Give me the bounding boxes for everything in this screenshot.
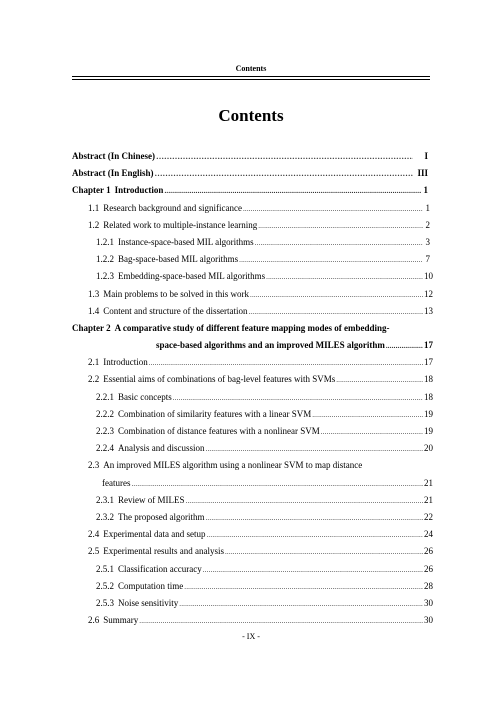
toc-entry-label: Computation time xyxy=(118,580,184,591)
toc-entry-1-3[interactable] xyxy=(72,286,433,303)
leader-dots xyxy=(250,287,423,304)
toc-entry-abstract-chinese[interactable] xyxy=(72,148,430,165)
toc-entry-label: Noise sensitivity xyxy=(118,597,179,608)
toc-page-number: 30 xyxy=(424,615,433,626)
leader-dots xyxy=(186,493,424,510)
toc-entry-2-4[interactable] xyxy=(72,526,433,543)
toc-entry-label: features xyxy=(102,477,131,488)
toc-page-number: 10 xyxy=(424,271,433,282)
toc-page-number: 13 xyxy=(424,305,433,316)
toc-entry-1-2-3[interactable] xyxy=(72,268,433,285)
toc-entry-label: Introduction xyxy=(103,357,148,368)
toc-entry-2-2-3[interactable] xyxy=(72,423,433,440)
toc-entry-chapter-2-line1[interactable] xyxy=(72,320,430,337)
leader-dots xyxy=(386,338,423,355)
toc-entry-label: Summary xyxy=(103,615,139,626)
toc-entry-2-5-3[interactable] xyxy=(72,595,433,612)
header-rule xyxy=(72,76,430,77)
leader-dots xyxy=(173,390,423,407)
toc-entry-label: Analysis and discussion xyxy=(118,443,205,454)
toc-page-number: 26 xyxy=(424,546,433,557)
toc-entry-2-5[interactable] xyxy=(72,543,433,560)
toc-entry-label: Main problems to be solved in this work xyxy=(103,288,249,299)
leader-dots xyxy=(179,596,423,613)
toc-page-number: 7 xyxy=(425,254,430,265)
toc-entry-number: 1.4 xyxy=(88,305,100,316)
toc-entry-label: Abstract (In Chinese) xyxy=(72,151,155,161)
toc-entry-chapter-2-line2[interactable] xyxy=(72,337,433,354)
toc-entry-label: An improved MILES algorithm using a nonlinear SVM to map distance xyxy=(103,460,363,471)
toc-page-number: I xyxy=(424,151,428,161)
leader-dots xyxy=(336,372,423,389)
toc-entry-label: Essential aims of combinations of bag-level features with SVMs xyxy=(103,374,336,385)
toc-page-number: 22 xyxy=(424,511,433,522)
toc-entry-2-5-1[interactable] xyxy=(72,561,433,578)
toc-page-number: 28 xyxy=(424,580,433,591)
toc-entry-number: 2.2 xyxy=(88,374,100,385)
toc-entry-label: Experimental results and analysis xyxy=(103,546,224,557)
toc-page-number: 20 xyxy=(424,443,433,454)
toc-entry-label: Embedding-space-based MIL algorithms xyxy=(118,271,266,282)
toc-entry-number: 2.2.3 xyxy=(96,426,114,436)
toc-entry-number: 2.2.2 xyxy=(96,408,114,419)
toc-entry-label: Abstract (In English) xyxy=(72,168,154,179)
toc-page-number: 21 xyxy=(424,494,433,505)
toc-entry-chapter-1[interactable] xyxy=(72,182,430,199)
toc-entry-label: Research background and significance xyxy=(103,202,242,213)
toc-entry-label: Introduction xyxy=(114,185,164,196)
toc-entry-number: 2.6 xyxy=(88,615,100,626)
toc-entry-label: Bag-space-based MIL algorithms xyxy=(118,254,239,265)
leader-dots xyxy=(266,269,423,286)
toc-entry-1-4[interactable] xyxy=(72,303,433,320)
toc-entry-number: 2.5 xyxy=(88,546,100,557)
leader-dots xyxy=(156,148,413,165)
leader-dots xyxy=(206,527,423,544)
toc-entry-number: 2.2.1 xyxy=(96,391,114,402)
toc-entry-number: 1.1 xyxy=(88,202,100,213)
toc-entry-2-3-line2[interactable] xyxy=(72,475,433,492)
toc-page-number: 18 xyxy=(424,374,433,385)
toc-entry-label: Experimental data and setup xyxy=(103,529,206,540)
toc-page-number: 26 xyxy=(424,563,433,574)
toc-page-number: 1 xyxy=(423,185,428,196)
toc-entry-label: Classification accuracy xyxy=(118,563,202,574)
leader-dots xyxy=(321,424,423,441)
toc-page-number: 18 xyxy=(424,391,433,402)
toc-entry-label: Combination of similarity features with a linear SVM xyxy=(118,408,312,419)
toc-entry-number: 2.5.2 xyxy=(96,580,114,591)
leader-dots xyxy=(149,355,423,372)
toc-entry-number: 2.2.4 xyxy=(96,443,114,454)
toc-entry-label: Review of MILES xyxy=(118,494,185,505)
toc-entry-number: 2.1 xyxy=(88,357,100,368)
toc-page-number: 3 xyxy=(425,236,430,247)
toc-entry-label: Content and structure of the dissertation xyxy=(103,305,248,316)
leader-dots xyxy=(312,407,423,424)
toc-entry-number: 2.5.1 xyxy=(96,563,114,574)
leader-dots xyxy=(155,165,413,182)
toc-page-number: 21 xyxy=(424,477,433,488)
toc-page-number: 24 xyxy=(424,529,433,540)
toc-entry-number: Chapter 2 xyxy=(72,322,111,333)
page-number: - IX - xyxy=(242,632,260,641)
toc-page-number: 19 xyxy=(424,426,433,436)
toc-page-number: 30 xyxy=(424,597,433,608)
toc-entry-1-1[interactable] xyxy=(72,200,430,217)
toc-entry-number: 2.4 xyxy=(88,529,100,540)
toc-entry-label: Combination of distance features with a nonlinear SVM xyxy=(118,426,320,436)
leader-dots xyxy=(248,304,423,321)
leader-dots xyxy=(206,441,424,458)
toc-entry-number: 2.5.3 xyxy=(96,597,114,608)
toc-entry-2-6[interactable] xyxy=(72,612,433,629)
toc-entry-2-2-4[interactable] xyxy=(72,440,433,457)
toc-entry-1-2[interactable] xyxy=(72,217,430,234)
toc-page-number: 1 xyxy=(425,202,430,213)
toc-entry-1-2-2[interactable] xyxy=(72,251,430,268)
toc-entry-2-3-1[interactable] xyxy=(72,492,433,509)
toc-entry-2-3-2[interactable] xyxy=(72,509,433,526)
toc-entry-label: space-based algorithms and an improved MILES algorithm xyxy=(156,340,385,351)
toc-entry-number: Chapter 1 xyxy=(72,185,111,196)
toc-page-number: 17 xyxy=(424,340,433,351)
leader-dots xyxy=(164,183,421,200)
leader-dots xyxy=(255,235,423,252)
running-header: Contents xyxy=(235,64,267,73)
toc-entry-1-2-1[interactable] xyxy=(72,234,430,251)
toc-entry-number: 1.2.1 xyxy=(96,236,114,247)
toc-entry-label: Basic concepts xyxy=(118,391,172,402)
toc-entry-label: The proposed algorithm xyxy=(118,511,205,522)
leader-dots xyxy=(184,579,423,596)
leader-dots xyxy=(225,544,423,561)
leader-dots xyxy=(243,201,423,218)
toc-entry-number: 1.3 xyxy=(88,288,100,299)
table-of-contents xyxy=(72,148,433,629)
toc-page-number: 2 xyxy=(425,219,430,230)
toc-entry-label: Related work to multiple-instance learning xyxy=(103,219,258,230)
toc-entry-number: 1.2.3 xyxy=(96,271,114,282)
toc-page-number: 12 xyxy=(424,288,433,299)
leader-dots xyxy=(131,476,423,493)
toc-page-number: 19 xyxy=(424,408,433,419)
leader-dots xyxy=(258,218,423,235)
toc-entry-number: 2.3.2 xyxy=(96,511,114,522)
toc-entry-2-3-line1[interactable] xyxy=(72,457,430,474)
leader-dots xyxy=(239,252,423,269)
toc-entry-number: 2.3 xyxy=(88,460,100,471)
toc-entry-2-2-1[interactable] xyxy=(72,389,433,406)
leader-dots xyxy=(205,510,423,527)
toc-page-number: 17 xyxy=(424,357,433,368)
toc-entry-label: Instance-space-based MIL algorithms xyxy=(118,236,254,247)
page-title: Contents xyxy=(218,106,284,125)
toc-page-number: III xyxy=(417,168,428,179)
leader-dots xyxy=(139,613,423,630)
leader-dots xyxy=(203,562,423,579)
toc-entry-2-2[interactable] xyxy=(72,371,433,388)
toc-entry-number: 1.2.2 xyxy=(96,254,114,265)
header-rule-thin xyxy=(72,79,430,80)
toc-entry-2-1[interactable] xyxy=(72,354,433,371)
toc-entry-label: A comparative study of different feature mapping modes of embedding- xyxy=(114,322,390,333)
toc-entry-number: 1.2 xyxy=(88,219,100,230)
toc-entry-2-2-2[interactable] xyxy=(72,406,433,423)
toc-entry-abstract-english[interactable] xyxy=(72,165,430,182)
toc-entry-number: 2.3.1 xyxy=(96,494,114,505)
toc-entry-2-5-2[interactable] xyxy=(72,578,433,595)
